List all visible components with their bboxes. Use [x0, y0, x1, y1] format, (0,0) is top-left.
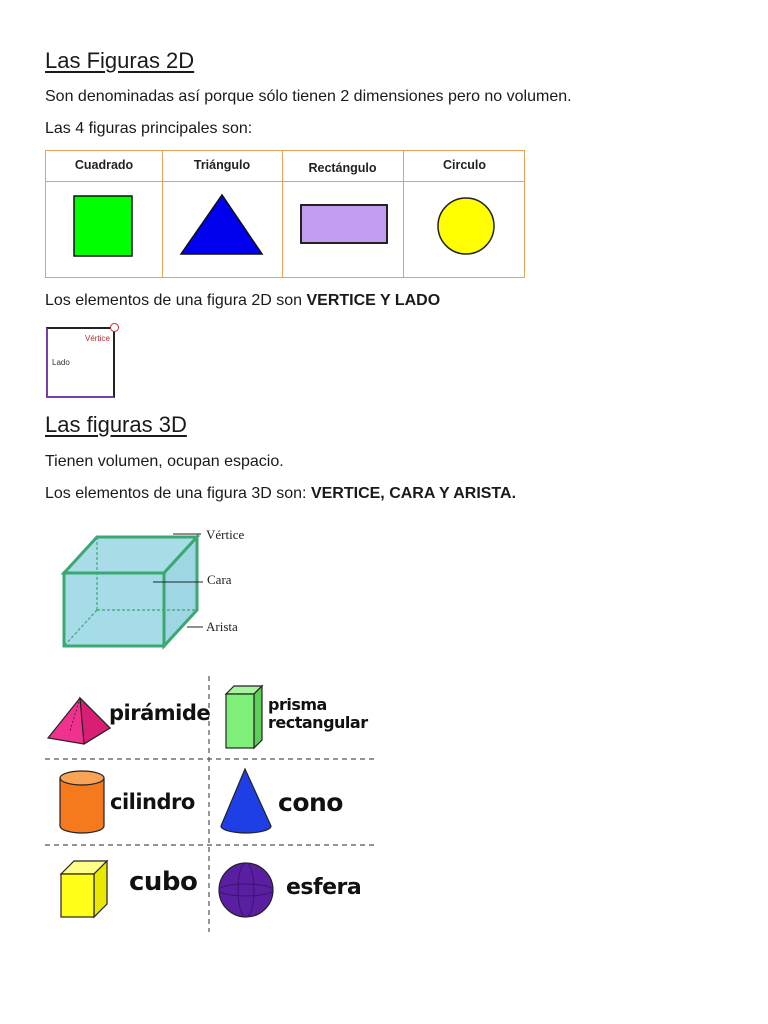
header-rectangulo: Rectángulo	[308, 161, 377, 175]
label-prisma-line2: rectangular	[268, 713, 368, 732]
vertex-marker	[110, 323, 119, 332]
cylinder-icon	[60, 771, 104, 833]
elements-3d-bold: VERTICE, CARA Y ARISTA.	[310, 485, 517, 502]
main-figures-label: Las 4 figuras principales son:	[45, 120, 253, 137]
prism-icon	[226, 686, 262, 748]
cube-diagram	[55, 525, 265, 655]
header-triangulo: Triángulo	[193, 158, 251, 172]
label-cono: cono	[278, 788, 343, 817]
label-piramide: pirámide	[109, 701, 211, 725]
vertex-label: Vértice	[85, 334, 110, 343]
title-2d: Las Figuras 2D	[45, 48, 195, 73]
elements-2d-bold: VERTICE Y LADO	[306, 292, 441, 309]
sphere-icon	[219, 863, 273, 917]
elements-3d-text: Los elementos de una figura 3D son:	[45, 485, 311, 502]
title-3d: Las figuras 3D	[45, 412, 187, 437]
label-cilindro: cilindro	[110, 790, 195, 814]
intro-3d: Tienen volumen, ocupan espacio.	[45, 453, 284, 470]
elements-3d	[45, 485, 516, 503]
circle-shape	[438, 198, 494, 254]
header-circulo: Circulo	[442, 158, 487, 172]
side-label: Lado	[52, 358, 70, 367]
intro-2d: Son denominadas así porque sólo tienen 2 dimensiones pero no volumen.	[45, 88, 572, 105]
header-cuadrado: Cuadrado	[74, 158, 134, 172]
cone-icon	[221, 769, 271, 833]
label-cubo: cubo	[129, 867, 198, 897]
cube-vertex-label: Vértice	[206, 527, 245, 542]
figures-2d-table	[45, 150, 525, 278]
cube-icon	[64, 537, 197, 646]
triangle-shape	[181, 195, 262, 254]
square-shape	[74, 196, 132, 256]
label-prisma	[268, 696, 368, 732]
elements-2d-text: Los elementos de una figura 2D son	[45, 292, 307, 309]
rectangle-shape	[301, 205, 387, 243]
pyramid-icon	[48, 698, 110, 744]
elements-2d	[45, 292, 440, 310]
figures-2d-shapes	[46, 181, 524, 277]
square-elements-diagram	[46, 327, 115, 398]
label-esfera: esfera	[286, 875, 362, 900]
cube-face-label: Cara	[207, 572, 232, 587]
cube-edge-label: Arista	[206, 619, 238, 634]
label-prisma-line1: prisma	[268, 695, 327, 714]
cube-icon	[61, 861, 107, 917]
